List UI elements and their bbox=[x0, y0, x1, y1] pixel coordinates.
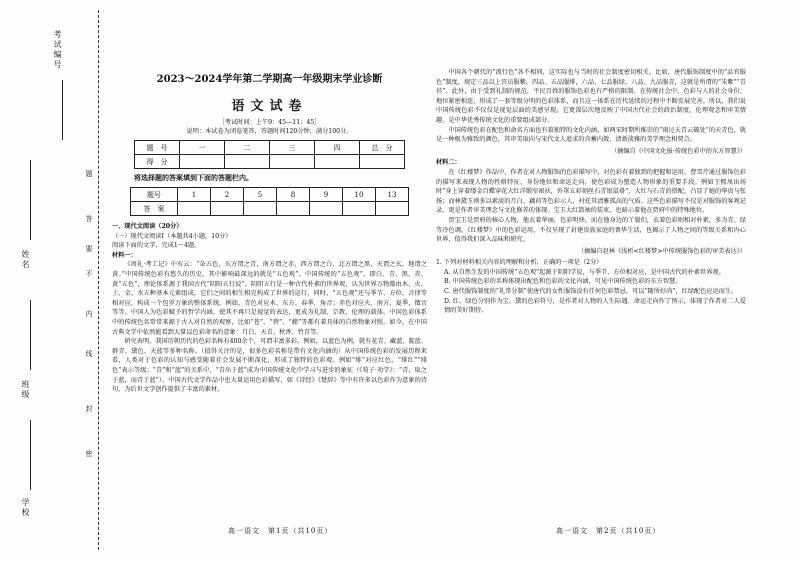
score-input-cell[interactable] bbox=[270, 155, 315, 169]
answer-input-cell[interactable] bbox=[178, 202, 211, 216]
subsection-heading: （一）现代文阅读Ⅰ（本题共4小题，10分） bbox=[112, 232, 232, 240]
answer-input-cell[interactable] bbox=[310, 202, 343, 216]
seal-word: 要 bbox=[85, 245, 93, 252]
answer-input-cell[interactable] bbox=[211, 202, 244, 216]
option-a: A. 从自然生发的中国传统“五色观”起源于阴阳学说，与季节、方位相对应，是中国古代的朴素世界观。 bbox=[444, 268, 725, 276]
page-footer-right: 高一语文 第2页（共10页） bbox=[556, 527, 661, 535]
seal-word: 封 bbox=[85, 405, 93, 412]
paragraph: 在《红楼梦》作品中，作者在对人物服饰的色彩描写中，对色彩有着独到的把握和运用。曹雪芹通过服饰色彩的描写来表现人物的性格特征、身份地位和命运走向，使色彩成为塑造人物形象的重要手段。例如王熙凤出场时“身上穿着缕金百蝶穿花大红洋缎窄裉袄，外罩五彩刻丝石青银鼠褂”，大红与石青的搭配，凸显了她的华贵与张扬；而林黛玉则多以素淡的月白、藕荷等色彩示人，衬托其清雅孤高的气质。这些色彩描写不仅是对服饰的客观记录，更是作者审美理念与文化修养的体现。宝玉大红箭袖的装束，也暗示着他在贾府中的特殊地位。 bbox=[436, 168, 746, 215]
class-label: 班级 bbox=[21, 380, 30, 400]
name-line bbox=[30, 160, 31, 240]
table-row bbox=[135, 155, 405, 169]
table-row bbox=[131, 202, 409, 216]
section-heading: 一、现代文阅读（20分） bbox=[112, 223, 183, 230]
table-cell: 9 bbox=[310, 188, 343, 202]
table-row bbox=[135, 141, 405, 155]
page-footer-left: 高一语文 第1页（共10页） bbox=[228, 527, 333, 535]
right-column bbox=[436, 68, 746, 316]
reading-prompt: 阅读下面的文字，完成1～4题。 bbox=[112, 242, 201, 250]
seal-word: 线 bbox=[85, 350, 93, 357]
answer-instruction: 将选择题的答案填到下面的答题栏内。 bbox=[134, 173, 253, 182]
table-cell: 10 bbox=[343, 188, 376, 202]
answer-input-cell[interactable] bbox=[277, 202, 310, 216]
answer-input-cell[interactable] bbox=[343, 202, 376, 216]
name-label: 姓名 bbox=[21, 250, 30, 270]
score-input-cell[interactable] bbox=[315, 155, 360, 169]
table-cell: 三 bbox=[270, 141, 315, 155]
table-cell: 1 bbox=[178, 188, 211, 202]
paragraph: 研究表明，我国历朝历代的色彩名称有400余个，可谓丰富多彩。例如，以蓝色为例，就有花青、藏蓝、靛蓝、群青、黛色、天蓝等多种名称。（值得关注的是，很多色彩名称是带有文化内涵的）从中国传统色彩的发展历程来看，人类对于色彩的认知与感受随着社会发展不断深化，形成了独特的色彩观。例如“绯”对应红色，“绯红”“绯色”表示等级；“青”和“蓝”的关系中，“青出于蓝”成为中国传统文化中学习与进步的象征（《荀子·劝学》：“青，取之于蓝，而青于蓝”）。中国古代文学作品中也大量运用色彩描写，如《诗经》《楚辞》等中有许多以色彩作为意象的诗句，为后世文学创作提供了丰富的素材。 bbox=[112, 338, 428, 394]
seal-word: 内 bbox=[85, 310, 93, 317]
paragraph: 《周礼·考工记》中有云：“杂五色，东方谓之青，南方谓之赤，西方谓之白，北方谓之黑，天谓之玄，地谓之黄。”中国传统色彩有悠久的历史，其中影响最深远的就是“五色观”。中国传统的“五色观”，即白、青、黑、赤、黄“五色”，理论体系源于我国古代“阴阳五行说”。阴阳五行是一种古代朴素的世界观，认为世界万物都由木、火、土、金、水五种基本元素组成，它们之间的相生相克构成了世界的运行。同时，“五色观”还与季节、方位、音律等相对应，构成一个包罗万象的整体系统。例如，青色对应木、东方、春季、角音；赤色对应火、南方、夏季、徵音等等。中国人为色彩赋予的哲学内涵，使其不再只是视觉的表达，更成为礼制、宗教、伦理的载体。中国色彩体系中的传统色名常常来源于古人对自然的观察，比如“苍”、“碧”、“赭”等都有着具体的自然物象对照。如今，在中国古典文学中依然能看到大量以色彩命名的意象：月白、天青、秋香、竹青等。 bbox=[112, 261, 427, 336]
source-citation: （摘编自赵林《浅析<红楼梦>中传统服饰色彩的审美表达》） bbox=[577, 247, 746, 255]
source-citation: （摘编自《中国文化报·传统色彩中的东方智慧》） bbox=[611, 147, 746, 155]
score-input-cell[interactable] bbox=[225, 155, 270, 169]
table-cell: 2 bbox=[211, 188, 244, 202]
table-cell: 5 bbox=[244, 188, 277, 202]
question-stem: 1. 下列对材料相关内容的理解和分析，正确的一项是（2分） bbox=[436, 259, 603, 267]
table-cell: 一 bbox=[180, 141, 225, 155]
seal-line bbox=[98, 10, 99, 550]
table-cell: 题号 bbox=[131, 188, 178, 202]
score-input-cell[interactable] bbox=[180, 155, 225, 169]
table-cell: 答 案 bbox=[131, 202, 178, 216]
exam-time: ［考试时间：上午9：45—11：45］ bbox=[218, 119, 321, 126]
option-b: B. 中国传统色彩的名称体现出配色和色彩的文化内涵，可见中国传统色彩的东方智慧。 bbox=[444, 278, 682, 286]
school-line bbox=[30, 420, 31, 490]
table-cell: 总 分 bbox=[360, 141, 405, 155]
class-line bbox=[30, 300, 31, 370]
paragraph: 贾宝玉是贾府的核心人物，他衣着华丽，色彩明快。而在他身边的丫鬟们，衣着色彩则相对朴素，多为青、绿等冷色调。《红楼梦》中的色彩运用，不仅呈现了封建贵族家庭的奢华生活，也揭示了人物之间的等级关系和内心世界，值得我们深入品味和研究。 bbox=[436, 216, 746, 244]
seal-word: 不 bbox=[85, 270, 93, 277]
table-cell: 得 分 bbox=[135, 155, 180, 169]
left-column bbox=[112, 70, 427, 395]
table-cell: 二 bbox=[225, 141, 270, 155]
table-cell: 13 bbox=[376, 188, 409, 202]
exam-title: 2023～2024学年第二学期高一年级期末学业诊断 bbox=[156, 74, 383, 85]
material-label: 材料二： bbox=[436, 159, 461, 167]
exam-number-line bbox=[62, 80, 63, 140]
paragraph: 中国各个朝代的“流行色”各不相同，这实际也与当时的社会制度密切相关。比如，唐代服饰制度中的“品官服色”制度，规定三品以上官员服紫，四品、五品服绯，六品、七品服绿，八品、九品服青，这就是所谓的“朱紫”“青衫”。此外，由于受到礼制的规范，平民百姓的服饰色彩也有严格的限制。在传统社会中，色彩与人的社会身份、地位紧密相连，形成了一套等级分明的色彩体系，而且这一体系在历代延续的过程中不断发展完善。所以，我们说中国传统色彩不仅仅是视觉层面的美感呈现，它更深层次地反映了中国古代社会的政治制度、伦理观念和审美情趣，是中华优秀传统文化的重要组成部分。 bbox=[436, 69, 746, 124]
answer-table bbox=[130, 187, 409, 216]
school-label: 学校 bbox=[21, 498, 30, 518]
subject-title: 语文试卷 bbox=[231, 99, 308, 114]
score-table bbox=[134, 140, 405, 169]
paragraph: 中国传统色彩在配色和命名方面也有着独特的文化内涵，如两宋时期所推崇的“雨过天青云破处”的天青色，就是一种极为雅致的颜色，其审美取向与宋代文人追求的含蓄内敛、清新淡雅的美学理念相契合。 bbox=[436, 126, 746, 144]
table-row bbox=[131, 188, 409, 202]
option-c: C. 唐代服饰制度的“礼常分制”使唐代的女性服饰没有任何色彩禁忌，可以“随所好尚”，红绿配色应运而生。 bbox=[444, 288, 738, 296]
answer-input-cell[interactable] bbox=[244, 202, 277, 216]
answer-input-cell[interactable] bbox=[376, 202, 409, 216]
seal-word: 密 bbox=[85, 450, 93, 457]
exam-note: 说明：本试卷为闭卷笔答，答题时间120分钟，满分100分。 bbox=[186, 128, 353, 135]
table-cell: 8 bbox=[277, 188, 310, 202]
reading-passage bbox=[112, 222, 427, 395]
binding-margin bbox=[0, 0, 108, 561]
material-label: 材料一： bbox=[112, 251, 137, 259]
table-cell: 四 bbox=[315, 141, 360, 155]
option-d: D. 红、绿色分别作为宝、黛的色彩符号，是作者对人物的人生际遇、命运走向作了预示，体现了作者对二人爱情的美好期待。 bbox=[444, 297, 746, 315]
reading-passage-continued bbox=[436, 68, 746, 316]
score-input-cell[interactable] bbox=[360, 155, 405, 169]
seal-word: 题 bbox=[85, 170, 93, 177]
exam-number-label: 考试编号 bbox=[53, 30, 62, 70]
table-cell: 题 号 bbox=[135, 141, 180, 155]
seal-word: 答 bbox=[85, 215, 93, 222]
